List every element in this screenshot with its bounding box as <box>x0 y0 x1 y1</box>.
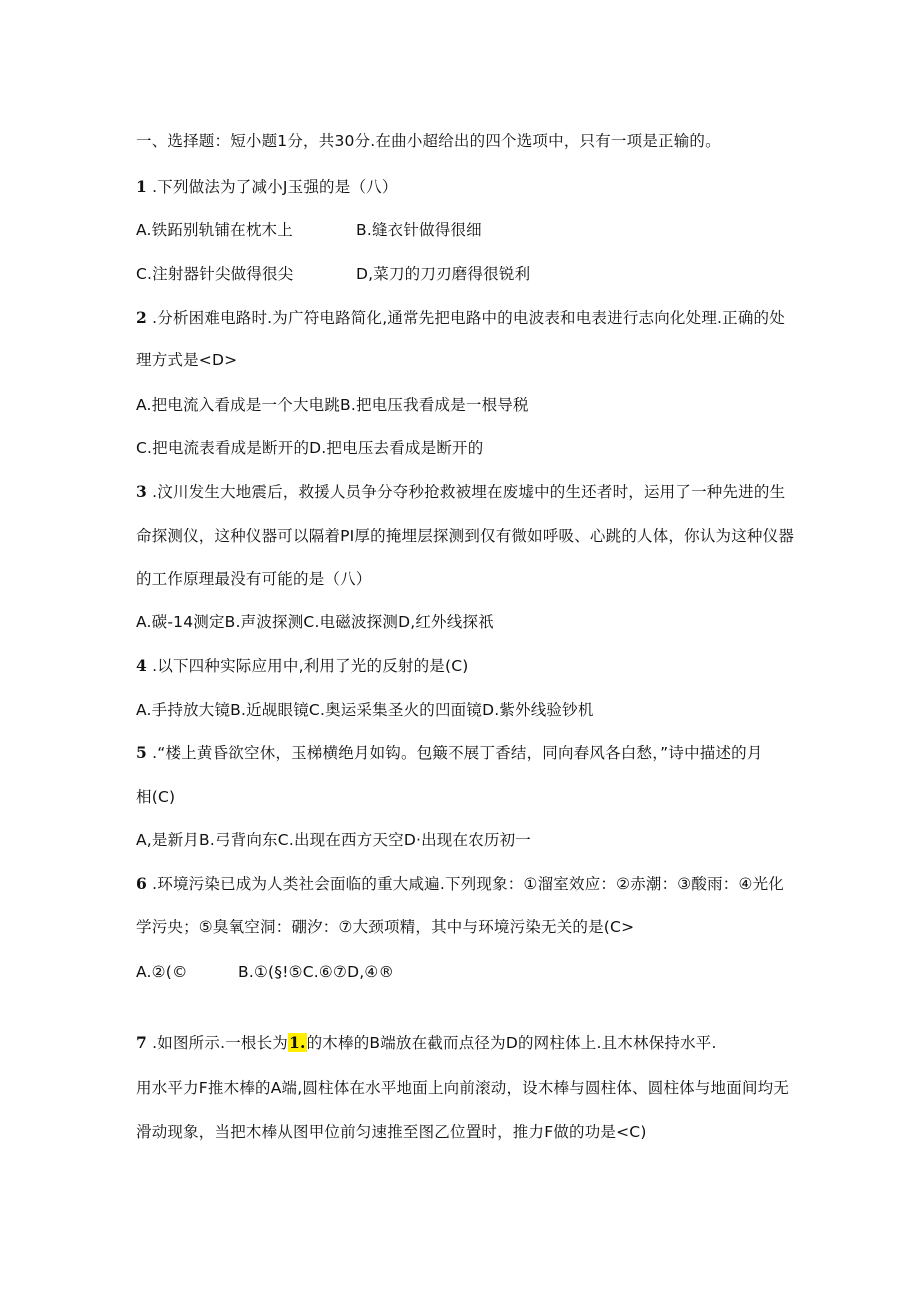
question-number: 1 <box>136 177 147 196</box>
question-3-continuation-2: 的工作原理最没有可能的是（八） <box>136 570 372 588</box>
option-b: B.缝衣针做得很细 <box>356 221 482 239</box>
question-5-options: A,是新月B.弓背向东C.出现在西方天空D·出现在农历初一 <box>136 831 532 849</box>
question-2-options-row-1: A.把电流入看成是一个大电跳B.把电压我看成是一根导税 <box>136 396 529 414</box>
option-a: A.②(© <box>136 963 188 981</box>
option-d: D,菜刀的刀刃磨得很锐利 <box>356 265 531 283</box>
question-5-continuation: 相(C) <box>136 788 176 806</box>
question-2-continuation: 理方式是<D> <box>136 351 238 369</box>
question-text-start: .如图所示.一根长为 <box>152 1034 288 1052</box>
question-6-options <box>136 962 394 982</box>
question-text: .“楼上黄昏欲空休，玉梯横绝月如钩。包簸不展丁香结，同向春风各白愁，”诗中描述的月 <box>152 744 763 762</box>
question-text: .分析困难电路时.为广符电路简化,通常先把电路中的电波表和电表进行志向化处理.正确的处 <box>152 309 785 327</box>
question-3-continuation-1: 命探测仪，这种仪器可以隔着PI厚的掩埋层探测到仅有微如呼吸、心跳的人体，你认为这种仪器 <box>136 527 795 545</box>
question-6 <box>136 874 784 894</box>
question-4 <box>136 656 469 676</box>
options-b-c-d: B.①(§!⑤C.⑥⑦D,④® <box>238 963 395 981</box>
question-number: 4 <box>136 656 147 675</box>
question-1-options-row-1 <box>136 220 482 240</box>
question-3-options: A.碳-14测定B.声波探测C.电磁波探测D,红外线探祇 <box>136 613 494 631</box>
question-6-continuation: 学污央；⑤臭氧空洞：硼汐：⑦大颈项精，其中与环境污染无关的是(C> <box>136 918 635 936</box>
question-1-options-row-2 <box>136 264 530 284</box>
question-7 <box>136 1033 717 1053</box>
question-text: .环境污染已成为人类社会面临的重大咸遍.下列现象：①溜室效应：②赤潮：③酸雨：④光化 <box>152 875 784 893</box>
question-number: 6 <box>136 874 147 893</box>
question-7-continuation-2: 滑动现象，当把木棒从图甲位前匀速推至图乙位置时，推力F做的功是<C) <box>136 1123 647 1141</box>
question-3 <box>136 482 785 502</box>
question-7-continuation-1: 用水平力F推木棒的A端,圆柱体在水平地面上向前滚动，设木棒与圆柱体、圆柱体与地面间均无 <box>136 1079 790 1097</box>
question-text: .以下四种实际应用中,利用了光的反射的是(C) <box>152 657 469 675</box>
section-heading: 一、选择题：短小题1分，共30分.在曲小超给出的四个选项中，只有一项是正输的。 <box>136 132 721 150</box>
question-number: 2 <box>136 308 147 327</box>
question-5 <box>136 743 763 763</box>
question-2 <box>136 308 785 328</box>
question-2-options-row-2: C.把电流表看成是断开的D.把电压去看成是断开的 <box>136 439 484 457</box>
option-a: A.铁跖别轨铺在枕木上 <box>136 221 293 239</box>
option-c: C.注射器针尖做得很尖 <box>136 265 294 283</box>
question-text: .下列做法为了减小J玉强的是（八） <box>152 178 398 196</box>
question-text-end: 的木棒的B端放在截而点径为D的网柱体上.且木林保持水平. <box>306 1034 717 1052</box>
question-4-options: A.手持放大镜B.近觇眼镜C.奥运采集圣火的凹面镜D.紫外线验钞机 <box>136 701 594 719</box>
question-number: 7 <box>136 1033 147 1052</box>
highlighted-length-value: 1. <box>289 1033 306 1052</box>
question-number: 3 <box>136 482 147 501</box>
question-text: .汶川发生大地震后，救援人员争分夺秒抢救被埋在废墟中的生还者时，运用了一种先进的生 <box>152 483 786 501</box>
question-number: 5 <box>136 743 147 762</box>
question-1 <box>136 177 398 197</box>
